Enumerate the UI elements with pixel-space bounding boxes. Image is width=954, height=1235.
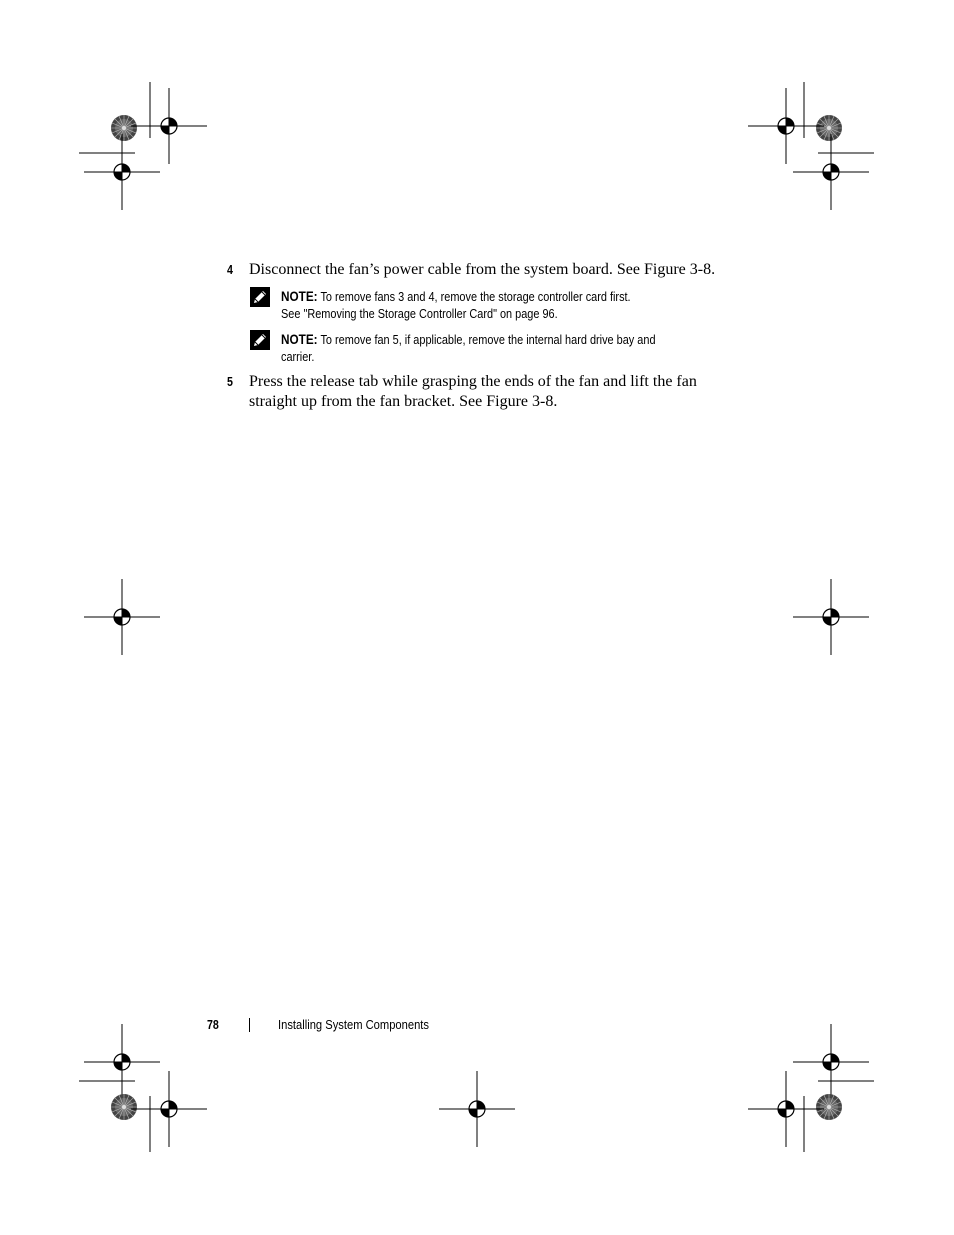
step-number: 4: [227, 262, 233, 277]
registration-star-icon: [816, 1094, 842, 1120]
step-text: Press the release tab while grasping the ends of the fan and lift the fan straight up from the fan bracket. See Figure 3-8.: [249, 373, 697, 410]
page-number: 78: [207, 1017, 219, 1032]
registration-star-icon: [111, 1094, 137, 1120]
note-text: [281, 331, 718, 365]
step-number: 5: [227, 374, 233, 389]
note-label: NOTE:: [281, 331, 318, 347]
note-line: See "Removing the Storage Controller Card" on page 96.: [281, 306, 558, 321]
step-text: Disconnect the fan’s power cable from the system board. See Figure 3-8.: [249, 261, 716, 278]
pencil-note-icon: [250, 287, 270, 307]
note-line: To remove fan 5, if applicable, remove the internal hard drive bay and: [320, 332, 656, 347]
note-line: carrier.: [281, 349, 315, 364]
note-text: [281, 288, 718, 322]
note-line: To remove fans 3 and 4, remove the storage controller card first.: [320, 289, 631, 304]
note-label: NOTE:: [281, 288, 318, 304]
registration-star-icon: [111, 115, 137, 141]
pencil-note-icon: [250, 330, 270, 350]
footer-divider: [249, 1018, 250, 1032]
footer-section-title: Installing System Components: [278, 1017, 430, 1032]
registration-star-icon: [816, 115, 842, 141]
